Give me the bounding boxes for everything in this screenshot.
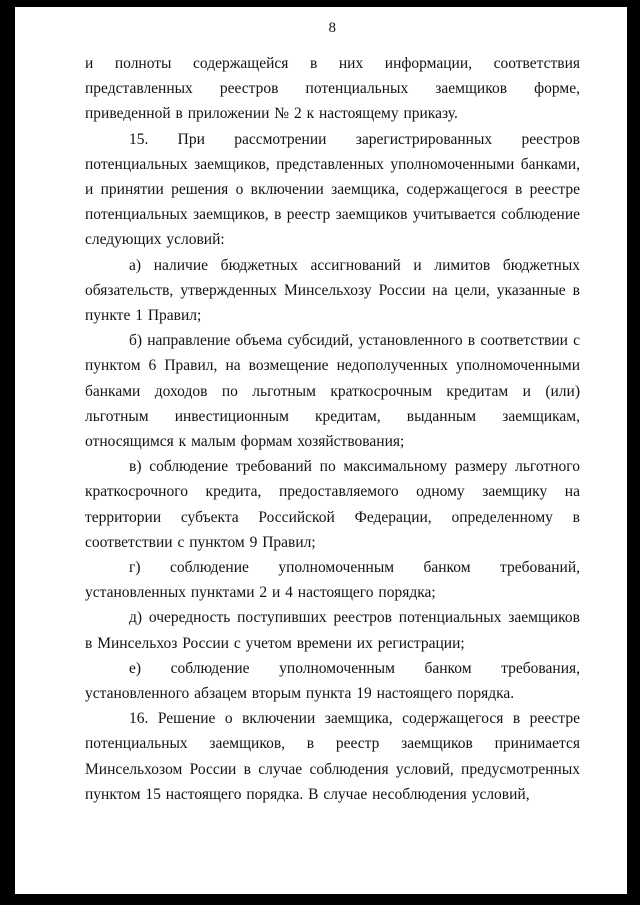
paragraph-subitem-d: д) очередность поступивших реестров потенциальных заемщиков в Минсельхоз России с учетом времени их регистрации; xyxy=(85,609,580,652)
scan-border-top xyxy=(0,0,640,7)
document-body xyxy=(85,51,580,807)
paragraph-subitem-v: в) соблюдение требований по максимальному размеру льготного краткосрочного кредита, предоставляемого одному заемщику на территории субъекта Российской Федерации, определенному в соответствии с пунктом 9 Правил; xyxy=(85,458,580,551)
document-page xyxy=(15,7,627,894)
scan-border-left xyxy=(0,0,15,905)
paragraph-subitem-e: е) соблюдение уполномоченным банком требования, установленного абзацем вторым пункта 19 настоящего порядка. xyxy=(85,659,580,703)
page-number: 8 xyxy=(328,20,337,36)
paragraph-subitem-b: б) направление объема субсидий, установленного в соответствии с пунктом 6 Правил, на возмещение недополученных уполномоченными банками доходов по льготным краткосрочным кредитам и (или) льготным инвестиционным кредитам, выданным заемщикам, относящимся к малым формам хозяйствования; xyxy=(85,332,580,451)
paragraph-subitem-a: а) наличие бюджетных ассигнований и лимитов бюджетных обязательств, утвержденных Минсельхозу России на цели, указанные в пункте 1 Правил; xyxy=(85,256,580,325)
scan-border-right xyxy=(627,0,640,905)
paragraph-item-15: 15. При рассмотрении зарегистрированных реестров потенциальных заемщиков, представленных уполномоченными банками, и принятии решения о включении заемщика, содержащегося в реестре потенциальных заемщиков, в реестр заемщиков учитывается соблюдение следующих условий: xyxy=(85,130,580,249)
paragraph-subitem-g: г) соблюдение уполномоченным банком требований, установленных пунктами 2 и 4 настоящего порядка; xyxy=(85,559,580,602)
paragraph-continuation: и полноты содержащейся в них информации, соответствия представленных реестров потенциальных заемщиков форме, приведенной в приложении № 2 к настоящему приказу. xyxy=(85,55,580,123)
scan-border-bottom xyxy=(0,894,640,905)
paragraph-item-16: 16. Решение о включении заемщика, содержащегося в реестре потенциальных заемщиков, в реестр заемщиков принимается Минсельхозом России в случае соблюдения условий, предусмотренных пунктом 15 настоящего порядка. В случае несоблюдения условий, xyxy=(85,710,580,803)
